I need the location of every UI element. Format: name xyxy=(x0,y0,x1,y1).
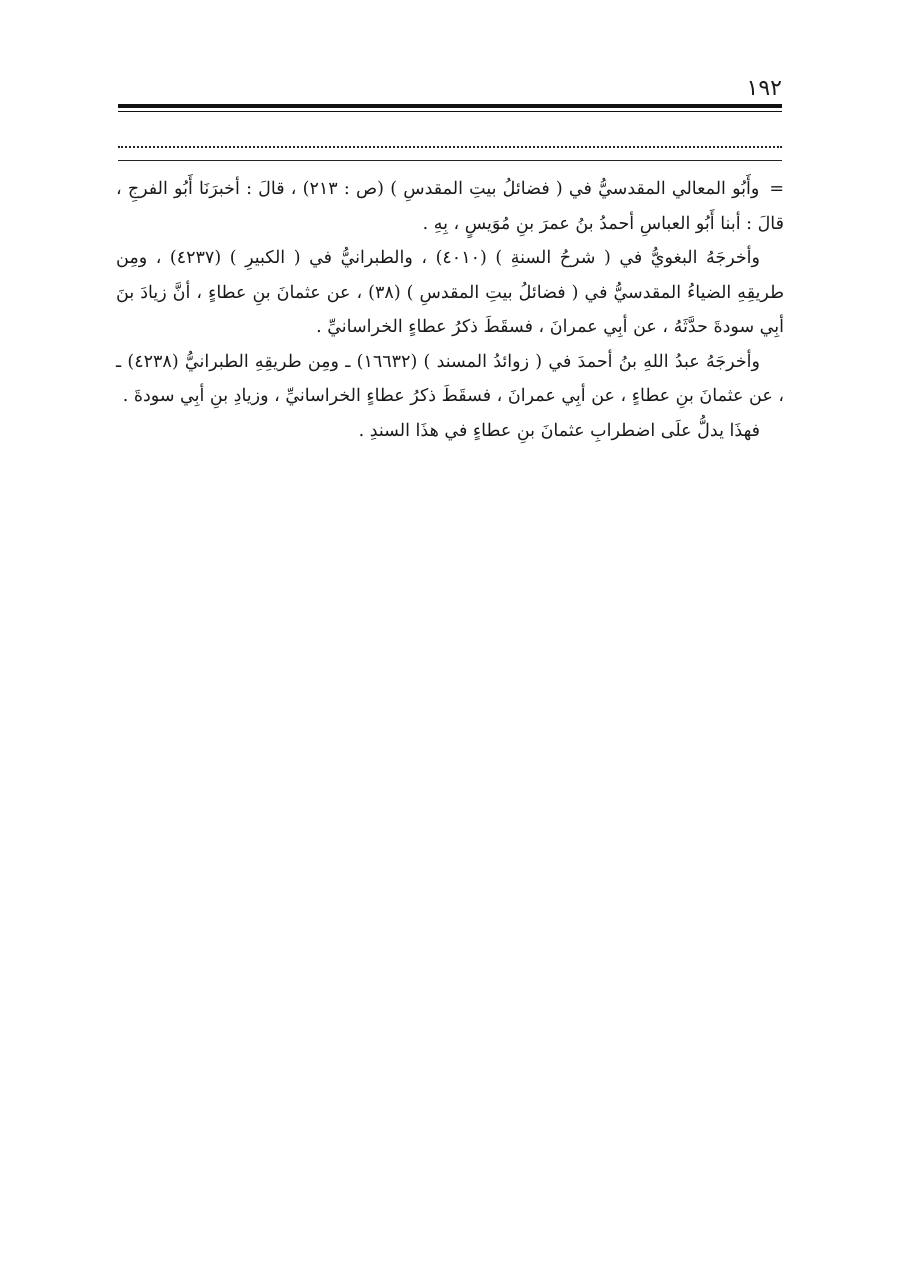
footnote-body xyxy=(116,172,784,448)
footnote-paragraph: وأخرجَهُ البغويُّ في ( شرحُ السنةِ ) (٤٠١٠) ، والطبرانيُّ في ( الكبيرِ ) (٤٢٣٧) ، ومِن طريقِهِ الضياءُ المقدسيُّ في ( فضائلُ بيتِ المقدسِ ) (٣٨) ، عن عثمانَ بنِ عطاءٍ ، أنَّ زيادَ بنَ أبِي سودةَ حدَّثَهُ ، عن أبِي عمرانَ ، فسقَطَ ذكرُ عطاءٍ الخراسانيِّ . xyxy=(116,248,784,337)
footnote-paragraph: فهذَا يدلُّ علَى اضطرابِ عثمانَ بنِ عطاءٍ في هذَا السندِ . xyxy=(358,420,760,441)
footnote-paragraph: وأخرجَهُ عبدُ اللهِ بنُ أحمدَ في ( زوائدُ المسند ) (١٦٦٣٢) ـ ومِن طريقِهِ الطبرانيُّ (٤٢٣٨) ـ ، عن عثمانَ بنِ عطاءٍ ، عن أبِي عمرانَ ، فسقَطَ ذكرُ عطاءٍ الخراسانيِّ ، وزيادِ بنِ أبِي سودةَ . xyxy=(116,351,784,406)
footnote-paragraph xyxy=(116,172,784,241)
dotted-separator xyxy=(118,146,782,148)
header-rule-thin xyxy=(118,111,782,112)
continuation-mark: = xyxy=(769,179,784,199)
header-rule-thick xyxy=(118,104,782,108)
page-number: ١٩٢ xyxy=(746,76,782,101)
footnote-paragraph-text: وأَبُو المعالي المقدسيُّ في ( فضائلُ بيتِ المقدسِ ) (ص : ٢١٣) ، قالَ : أخبرَنَا أَبُو الفرجِ ، قالَ : أبنا أَبُو العباسِ أحمدُ بنُ عمرَ بنِ مُوَيسٍ ، بِهِ . xyxy=(116,179,784,234)
footnote-rule xyxy=(118,160,782,161)
